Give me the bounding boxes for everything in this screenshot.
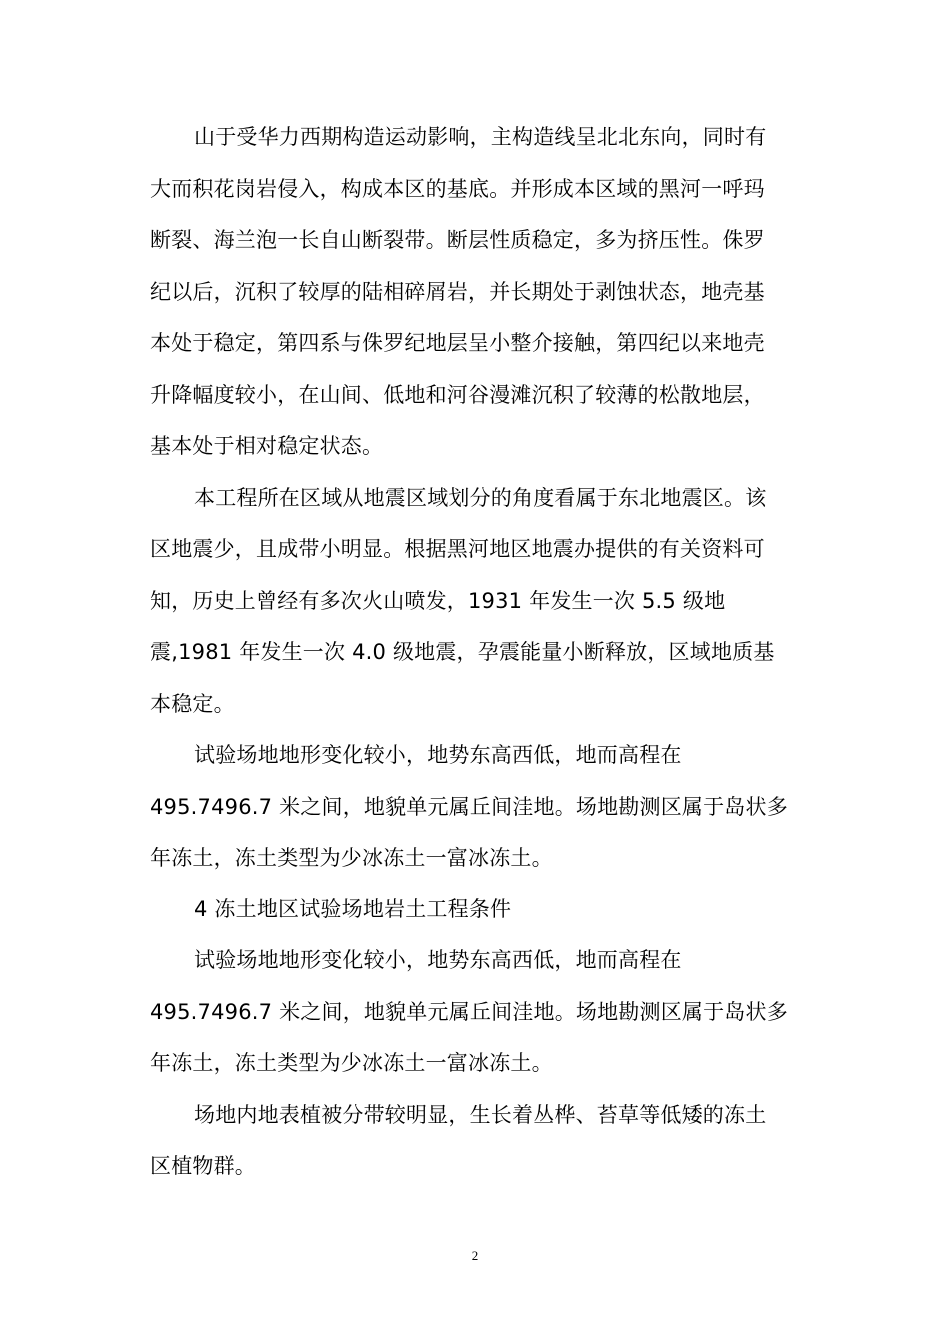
text-line: 纪以后，沉积了较厚的陆相碎屑岩，并长期处于剥蚀状态，地壳基	[150, 280, 765, 304]
text-line: 本处于稳定，第四系与侏罗纪地层呈小整介接触，第四纪以来地壳	[150, 331, 765, 355]
text-line: 知，历史上曾经有多次火山喷发，1931 年发生一次 5.5 级地	[150, 589, 726, 613]
text-line: 场地内地表植被分带较明显，生长着丛桦、苔草等低矮的冻土	[194, 1103, 767, 1127]
text-line: 本稳定。	[150, 692, 235, 716]
text-line: 本工程所在区域从地震区域划分的角度看属于东北地震区。该	[194, 486, 767, 510]
text-line: 大而积花岗岩侵入，构成本区的基底。并形成本区域的黑河一呼玛	[150, 177, 765, 201]
text-line: 试验场地地形变化较小，地势东高西低，地而高程在	[194, 743, 682, 767]
text-line: 基本处于相对稳定状态。	[150, 434, 384, 458]
text-line: 升降幅度较小，在山间、低地和河谷漫滩沉积了较薄的松散地层，	[150, 383, 765, 407]
text-line: 495.7496.7 米之间，地貌单元属丘间洼地。场地勘测区属于岛状多	[150, 795, 788, 819]
text-line: 震,1981 年发生一次 4.0 级地震，孕震能量小断释放，区域地质基	[150, 640, 775, 664]
text-line: 495.7496.7 米之间，地貌单元属丘间洼地。场地勘测区属于岛状多	[150, 1000, 788, 1024]
section-heading: 4 冻土地区试验场地岩土工程条件	[194, 897, 512, 921]
text-line: 区地震少，且成带小明显。根据黑河地区地震办提供的有关资料可	[150, 537, 765, 561]
text-line: 区植物群。	[150, 1154, 256, 1178]
text-line: 断裂、海兰泡一长自山断裂带。断层性质稳定，多为挤压性。侏罗	[150, 228, 765, 252]
text-line: 年冻土，冻土类型为少冰冻土一富冰冻土。	[150, 846, 553, 870]
text-line: 山于受华力西期构造运动影响，主构造线呈北北东向，同时有	[194, 125, 767, 149]
page-number: 2	[471, 1248, 479, 1263]
text-line: 年冻土，冻土类型为少冰冻土一富冰冻土。	[150, 1051, 553, 1075]
text-line: 试验场地地形变化较小，地势东高西低，地而高程在	[194, 948, 682, 972]
